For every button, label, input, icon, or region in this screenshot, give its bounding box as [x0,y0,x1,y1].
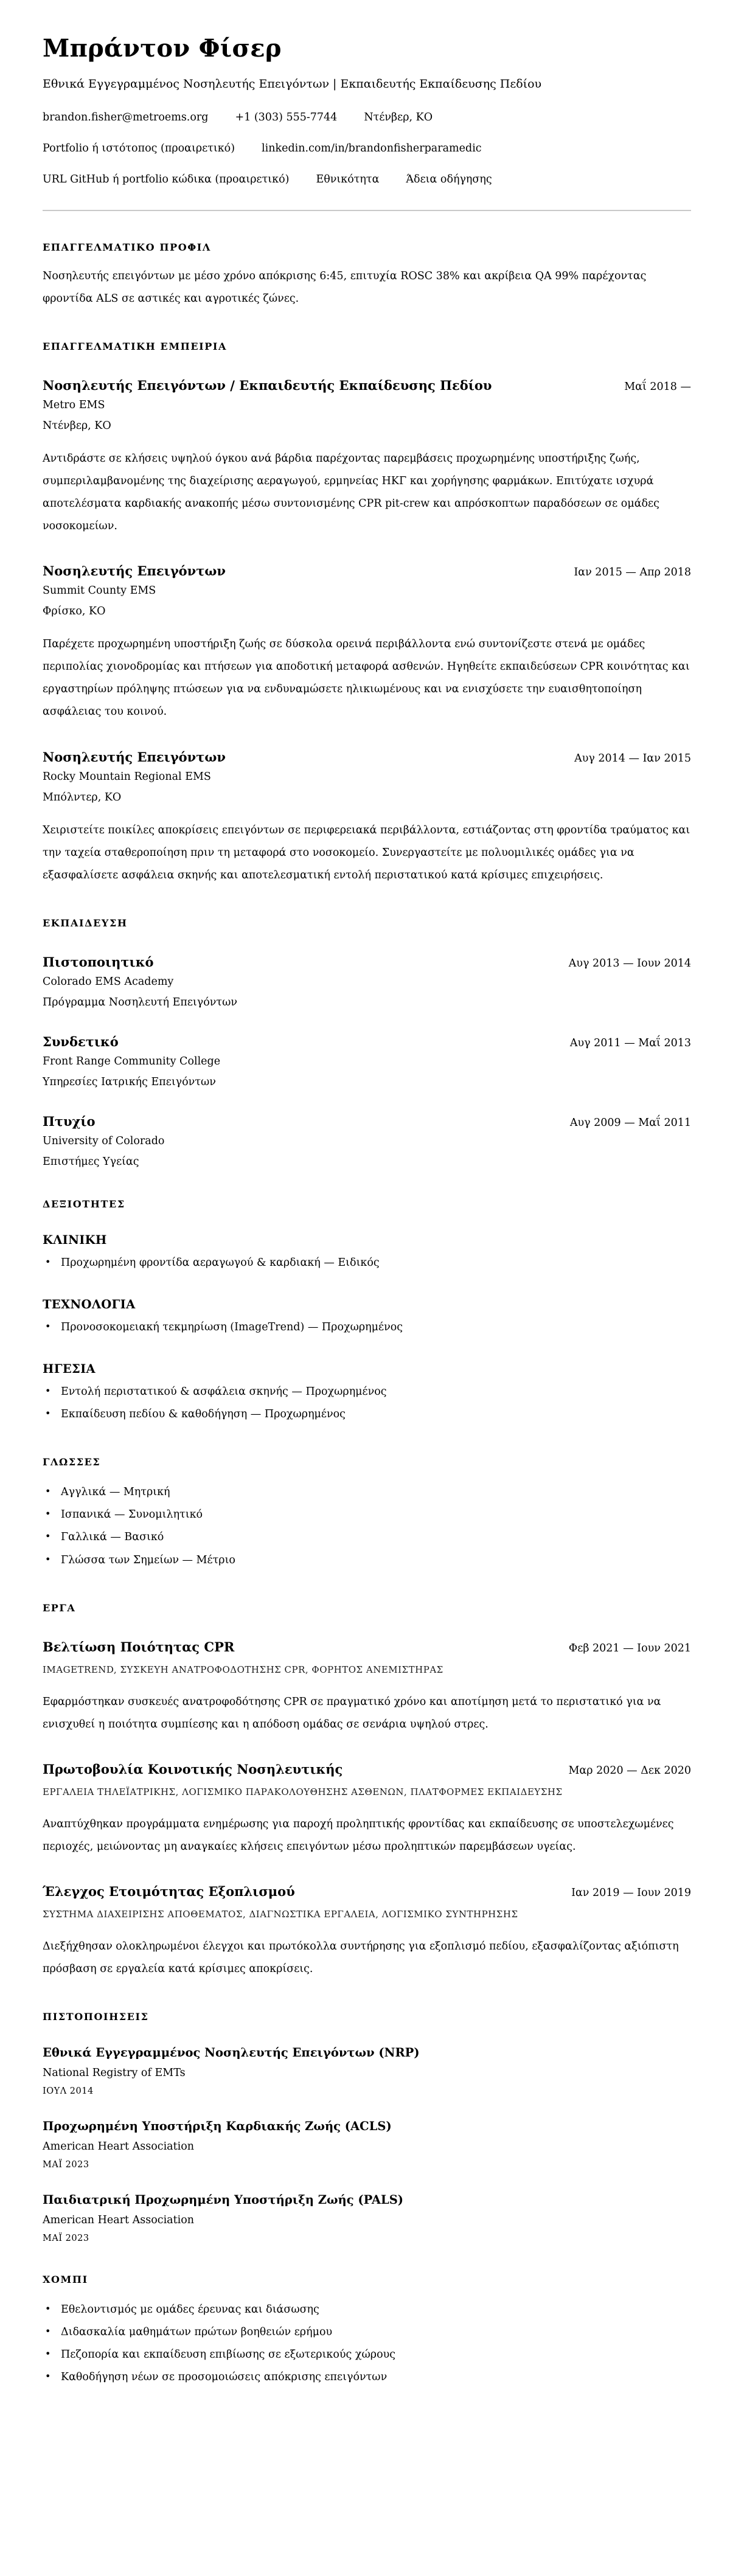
hobbies-heading: ΧΟΜΠΙ [43,2274,88,2286]
headline: Εθνικά Εγγεγραμμένος Νοσηλευτής Επειγόντων | Εκπαιδευτής Εκπαίδευσης Πεδίου [43,77,542,91]
language-item: • Γλώσσα των Σημείων — Μέτριο [61,1549,691,1572]
job-title: Νοσηλευτής Επειγόντων / Εκπαιδευτής Εκπαίδευσης Πεδίου [43,377,492,393]
resume-header [43,34,691,186]
project-tech: IMAGETREND, ΣΥΣΚΕΥΗ ΑΝΑΤΡΟΦΟΔΟΤΗΣΗΣ CPR, ΦΟΡΗΤΟΣ ΑΝΕΜΙΣΤΗΡΑΣ [43,1664,443,1675]
certification-issuer: National Registry of EMTs [43,2067,186,2080]
certification-entry [43,2046,691,2096]
field-of-study: Υπηρεσίες Ιατρικής Επειγόντων [43,1075,216,1088]
section-experience [43,341,691,887]
degree-title: Συνδετικό [43,1033,119,1049]
education-heading: ΕΚΠΑΙΔΕΥΣΗ [43,917,128,929]
language-item: • Ισπανικά — Συνομιλητικό [61,1504,691,1526]
project-entry [43,1639,691,1736]
degree-title: Πτυχίο [43,1113,96,1129]
project-description: Διεξήχθησαν ολοκληρωμένοι έλεγχοι και πρωτόκολλα συντήρησης για εξοπλισμό πεδίου, εξασφαλίζοντας αξιόπιστη πρόσβαση σε εργαλεία κατά κρίσιμες αποκρίσεις. [43,1940,679,1976]
hobby-list [43,2299,691,2389]
project-title: Πρωτοβουλία Κοινοτικής Νοσηλευτικής [43,1761,343,1777]
section-profile [43,241,691,310]
project-entry [43,1762,691,1858]
skill-category-technology [43,1297,691,1339]
section-skills [43,1198,691,1426]
skill-item: • Εντολή περιστατικού & ασφάλεια σκηνής — Προχωρημένος [61,1381,691,1403]
hobby-item: • Καθοδήγηση νέων σε προσομοιώσεις απόκρισης επειγόντων [61,2366,691,2389]
projects-heading: ΕΡΓΑ [43,1602,76,1614]
hobby-item: • Πεζοπορία και εκπαίδευση επιβίωσης σε εξωτερικούς χώρους [61,2344,691,2366]
section-projects [43,1602,691,1981]
job-entry [43,563,691,723]
project-dates: Φεβ 2021 — Ιουν 2021 [568,1642,691,1654]
job-company: Rocky Mountain Regional EMS [43,770,211,783]
header-divider [43,210,691,211]
education-dates: Αυγ 2013 — Ιουν 2014 [568,957,691,970]
project-entry-head [43,1762,691,1777]
education-entry [43,1034,691,1088]
project-tech: ΕΡΓΑΛΕΙΑ ΤΗΛΕΪΑΤΡΙΚΗΣ, ΛΟΓΙΣΜΙΚΟ ΠΑΡΑΚΟΛΟΥΘΗΣΗΣ ΑΣΘΕΝΩΝ, ΠΛΑΤΦΟΡΜΕΣ ΕΚΠΑΙΔΕΥΣΗΣ [43,1786,563,1797]
certification-date: ΜΑΪ 2023 [43,2234,89,2244]
job-entry [43,378,691,538]
skill-item: • Εκπαίδευση πεδίου & καθοδήγηση — Προχωρημένος [61,1403,691,1426]
job-location: Ντένβερ, ΚΟ [43,419,111,432]
languages-heading: ΓΛΩΣΣΕΣ [43,1456,101,1468]
project-dates: Μαρ 2020 — Δεκ 2020 [568,1764,691,1777]
certification-date: ΜΑΪ 2023 [43,2160,89,2170]
hobby-item: • Διδασκαλία μαθημάτων πρώτων βοηθειών ερήμου [61,2321,691,2344]
experience-heading: ΕΠΑΓΓΕΛΜΑΤΙΚΗ ΕΜΠΕΙΡΙΑ [43,340,227,352]
job-entry-head [43,563,691,578]
skill-item: • Προχωρημένη φροντίδα αεραγωγού & καρδιακή — Ειδικός [61,1252,691,1274]
person-name: Μπράντον Φίσερ [43,34,282,63]
job-dates: Αυγ 2014 — Ιαν 2015 [574,752,691,765]
education-entry-head [43,1114,691,1129]
contact-row-2 [43,142,691,154]
job-entry [43,749,691,887]
education-dates: Αυγ 2009 — Μαΐ 2011 [569,1116,691,1129]
language-list [43,1481,691,1571]
certification-issuer: American Heart Association [43,2140,195,2153]
degree-title: Πιστοποιητικό [43,954,154,970]
skill-category-name: ΚΛΙΝΙΚΗ [43,1232,107,1247]
driving-license-text: Άδεια οδήγησης [406,173,492,186]
education-entry [43,954,691,1009]
education-entry [43,1114,691,1168]
certification-entry [43,2193,691,2243]
field-of-study: Πρόγραμμα Νοσηλευτή Επειγόντων [43,996,238,1009]
job-company: Summit County EMS [43,585,156,597]
certification-issuer: American Heart Association [43,2214,195,2227]
phone-text: +1 (303) 555-7744 [235,111,338,123]
project-title: Βελτίωση Ποιότητας CPR [43,1639,235,1654]
section-education [43,917,691,1168]
project-entry-head [43,1884,691,1899]
certifications-heading: ΠΙΣΤΟΠΟΙΗΣΕΙΣ [43,2011,149,2023]
skill-category-name: ΤΕΧΝΟΛΟΓΙΑ [43,1297,136,1311]
job-description: Παρέχετε προχωρημένη υποστήριξη ζωής σε δύσκολα ορεινά περιβάλλοντα ενώ συντονίζεστε στενά με ομάδες περιπολίας χιονοδρομίας και πτήσεων για αποδοτική μεταφορά ασθενών. Ηγηθείτε εκπαιδεύσεων CPR κοινότητας και εργαστηρίων πρόληψης πτώσεων για να ενδυναμώσετε ηλικιωμένους και να ενισχύσετε την ευαισθητοποίηση ασφάλειας του κοινού. [43,638,690,718]
job-location: Φρίσκο, ΚΟ [43,605,106,618]
hobby-item: • Εθελοντισμός με ομάδες έρευνας και διάσωσης [61,2299,691,2321]
job-dates: Ιαν 2015 — Απρ 2018 [574,566,691,579]
project-title: Έλεγχος Ετοιμότητας Εξοπλισμού [43,1883,295,1899]
section-languages [43,1456,691,1571]
project-entry-head [43,1639,691,1654]
skill-category-leadership [43,1362,691,1426]
certification-entry [43,2119,691,2170]
job-company: Metro EMS [43,398,105,411]
section-hobbies [43,2274,691,2389]
linkedin-text: linkedin.com/in/brandonfisherparamedic [262,142,482,154]
job-description: Χειριστείτε ποικίλες αποκρίσεις επειγόντων σε περιφερειακά περιβάλλοντα, εστιάζοντας στη φροντίδα τραύματος και την ταχεία σταθεροποίηση πριν τη μεταφορά στο νοσοκομείο. Συνεργαστείτε με πολυομιλικές ομάδες για να εξασφαλίσετε ασφάλεια σκηνής και αποτελεσματική εντολή περιστατικού κατά κρίσιμες επιχειρήσεις. [43,824,690,881]
job-title: Νοσηλευτής Επειγόντων [43,749,226,765]
profile-text: Νοσηλευτής επειγόντων με μέσο χρόνο απόκρισης 6:45, επιτυχία ROSC 38% και ακρίβεια QA 99% παρέχοντας φροντίδα ALS σε αστικές και αγροτικές ζώνες. [43,269,647,305]
skill-list [43,1252,691,1274]
skills-heading: ΔΕΞΙΟΤΗΤΕΣ [43,1198,125,1210]
education-entry-head [43,1034,691,1049]
education-dates: Αυγ 2011 — Μαΐ 2013 [569,1036,691,1049]
project-description: Εφαρμόστηκαν συσκευές ανατροφοδότησης CPR σε πραγματικό χρόνο και αποτίμηση μετά το περιστατικό για να ενισχυθεί η ποιότητα συμπίεσης και η απόδοση ομάδας σε σενάρια υψηλού στρες. [43,1695,661,1731]
school-name: Front Range Community College [43,1055,221,1068]
profile-heading: ΕΠΑΓΓΕΛΜΑΤΙΚΟ ΠΡΟΦΙΛ [43,241,211,253]
project-description: Αναπτύχθηκαν προγράμματα ενημέρωσης για παροχή προληπτικής φροντίδας και εκπαίδευσης σε υποστελεχωμένες περιοχές, μειώνοντας μη αναγκαίες κλήσεις επειγόντων μέσω προληπτικών παρεμβάσεων υγείας. [43,1817,674,1853]
skill-item: • Προνοσοκομειακή τεκμηρίωση (ImageTrend) — Προχωρημένος [61,1316,691,1339]
location-text: Ντένβερ, ΚΟ [364,111,433,123]
project-tech: ΣΥΣΤΗΜΑ ΔΙΑΧΕΙΡΙΣΗΣ ΑΠΟΘΕΜΑΤΟΣ, ΔΙΑΓΝΩΣΤΙΚΑ ΕΡΓΑΛΕΙΑ, ΛΟΓΙΣΜΙΚΟ ΣΥΝΤΗΡΗΣΗΣ [43,1908,518,1920]
skill-category-name: ΗΓΕΣΙΑ [43,1362,96,1377]
language-item: • Γαλλικά — Βασικό [61,1526,691,1549]
job-description: Αντιδράστε σε κλήσεις υψηλού όγκου ανά βάρδια παρέχοντας παρεμβάσεις προχωρημένης υποστήριξης ζωής, συμπεριλαμβανομένης της διαχείρισης αεραγωγού, ερμηνείας ΗΚΓ και χορήγησης φαρμάκων. Επιτύχατε ισχυρά αποτελέσματα καρδιακής ανακοπής μέσω συντονισμένης CPR pit-crew και απρόσκοπτων παραδόσεων σε ομάδες νοσοκομείων. [43,452,659,533]
education-entry-head [43,954,691,970]
certification-title: Εθνικά Εγγεγραμμένος Νοσηλευτής Επειγόντων (NRP) [43,2046,420,2060]
job-entry-head [43,378,691,393]
skill-category-clinical [43,1233,691,1274]
skill-list [43,1316,691,1339]
field-of-study: Επιστήμες Υγείας [43,1155,139,1168]
job-entry-head [43,749,691,765]
certification-title: Παιδιατρική Προχωρημένη Υποστήριξη Ζωής (PALS) [43,2193,404,2207]
skill-list [43,1381,691,1426]
job-title: Νοσηλευτής Επειγόντων [43,563,226,579]
contact-row-1 [43,111,691,123]
portfolio-placeholder-text: Portfolio ή ιστότοπος (προαιρετικό) [43,142,235,154]
project-entry [43,1884,691,1981]
github-placeholder-text: URL GitHub ή portfolio κώδικα (προαιρετικό) [43,173,290,186]
project-dates: Ιαν 2019 — Ιουν 2019 [571,1886,691,1899]
certification-date: ΙΟΥΛ 2014 [43,2086,94,2097]
certification-title: Προχωρημένη Υποστήριξη Καρδιακής Ζωής (ACLS) [43,2119,392,2134]
job-dates: Μαΐ 2018 — [624,380,691,393]
job-location: Μπόλντερ, ΚΟ [43,791,122,804]
school-name: University of Colorado [43,1134,165,1147]
email-text: brandon.fisher@metroems.org [43,111,209,123]
nationality-text: Εθνικότητα [316,173,380,186]
section-certifications [43,2011,691,2243]
contact-row-3 [43,173,691,186]
language-item: • Αγγλικά — Μητρική [61,1481,691,1504]
school-name: Colorado EMS Academy [43,975,174,988]
